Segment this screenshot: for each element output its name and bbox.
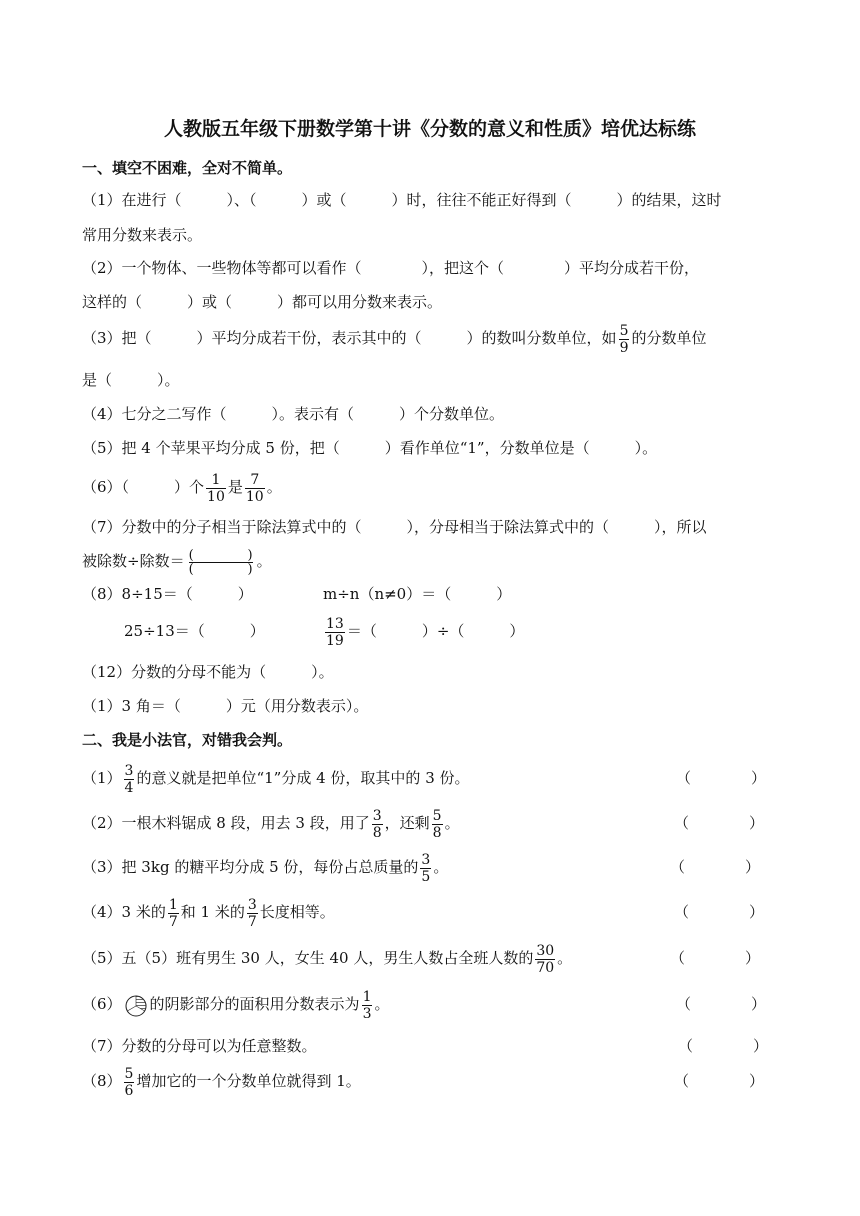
fraction xyxy=(325,616,345,649)
blank-fraction xyxy=(189,549,253,576)
question-7-text: 被除数÷除数＝ xyxy=(82,552,185,570)
judge-item-text: 长度相等。 xyxy=(259,903,335,921)
fraction xyxy=(206,472,226,505)
question-6-after: 。 xyxy=(266,478,282,496)
fraction xyxy=(535,943,555,976)
fraction-denominator: 5 xyxy=(421,868,431,885)
paren-close: ) xyxy=(247,561,253,577)
question-8-item-4-text: ＝（ ）÷（ ） xyxy=(346,622,525,640)
fraction xyxy=(245,472,265,505)
judge-answer-box[interactable]: （ ） xyxy=(676,769,767,787)
question-8-item-1: （8）8÷15＝（ ） xyxy=(82,585,253,603)
question-8-item-2: m÷n（n≠0）＝（ ） xyxy=(323,585,512,603)
question-2-line-1: （2）一个物体、一些物体等都可以看作（ ），把这个（ ）平均分成若干份， xyxy=(82,259,700,277)
fraction-denominator: 4 xyxy=(124,779,134,796)
fraction-numerator: 3 xyxy=(421,851,431,868)
judge-item-text: （6） xyxy=(82,995,122,1013)
fraction xyxy=(124,1066,135,1099)
fraction-numerator: 3 xyxy=(372,807,382,824)
fraction xyxy=(619,323,630,356)
question-3-text-after: 的分数单位 xyxy=(631,329,707,347)
fraction-numerator: 1 xyxy=(211,471,221,488)
shaded-circle-icon xyxy=(125,994,147,1016)
judge-item-8 xyxy=(82,1063,361,1099)
judge-item-text: 的阴影部分的面积用分数表示为 xyxy=(149,995,360,1013)
question-7-line-2 xyxy=(82,547,272,576)
fraction-denominator: 70 xyxy=(536,959,555,976)
section-2-heading: 二、我是小法官，对错我会判。 xyxy=(82,731,293,749)
question-3-line-2: 是（ ）。 xyxy=(82,371,180,389)
judge-answer-box[interactable]: （ ） xyxy=(674,903,765,921)
fraction-denominator: 7 xyxy=(247,913,257,930)
fraction xyxy=(124,763,135,796)
question-6 xyxy=(82,470,282,505)
fraction-numerator: 3 xyxy=(247,896,257,913)
judge-item-2 xyxy=(82,805,460,841)
judge-item-text: 的意义就是把单位“1”分成 4 份，取其中的 3 份。 xyxy=(136,769,470,787)
fraction-numerator: 3 xyxy=(124,762,134,779)
fraction-numerator: 30 xyxy=(536,942,555,959)
question-12: （12）分数的分母不能为（ ）。 xyxy=(82,663,334,681)
judge-item-text: （4）3 米的 xyxy=(82,903,166,921)
judge-item-text: 增加它的一个分数单位就得到 1。 xyxy=(136,1072,361,1090)
fraction-numerator: 5 xyxy=(124,1065,134,1082)
judge-item-5 xyxy=(82,940,572,976)
question-5: （5）把 4 个苹果平均分成 5 份，把（ ）看作单位“1”，分数单位是（ ）。 xyxy=(82,439,658,457)
judge-item-text: （1） xyxy=(82,769,122,787)
paren-open: ( xyxy=(188,547,194,563)
judge-answer-box[interactable]: （ ） xyxy=(674,814,765,832)
fraction-numerator: 5 xyxy=(619,322,629,339)
fraction-numerator: 1 xyxy=(168,896,178,913)
judge-item-3 xyxy=(82,849,448,885)
judge-item-text: ，还剩 xyxy=(384,814,430,832)
fraction xyxy=(432,808,443,841)
paren-open: ( xyxy=(188,561,194,577)
judge-answer-box[interactable]: （ ） xyxy=(676,995,767,1013)
question-6-mid: 是 xyxy=(227,478,243,496)
fraction xyxy=(362,989,373,1022)
fraction-denominator: 10 xyxy=(207,488,225,505)
question-7-after: 。 xyxy=(256,552,272,570)
fraction-denominator: 7 xyxy=(168,913,178,930)
fraction-numerator: 7 xyxy=(250,471,260,488)
judge-answer-box[interactable]: （ ） xyxy=(674,1072,765,1090)
judge-item-7: （7）分数的分母可以为任意整数。 xyxy=(82,1037,317,1055)
judge-item-text: （8） xyxy=(82,1072,122,1090)
judge-item-text: 和 1 米的 xyxy=(180,903,245,921)
judge-answer-box[interactable]: （ ） xyxy=(670,858,761,876)
fraction-denominator: 10 xyxy=(245,488,264,505)
judge-item-1 xyxy=(82,760,470,796)
fraction xyxy=(247,897,258,930)
fraction xyxy=(420,852,431,885)
question-7-line-1: （7）分数中的分子相当于除法算式中的（ ），分母相当于除法算式中的（ ），所以 xyxy=(82,518,707,536)
question-3-line-1 xyxy=(82,321,707,356)
question-4: （4）七分之二写作（ ）。表示有（ ）个分数单位。 xyxy=(82,405,505,423)
fraction-numerator: 1 xyxy=(362,988,372,1005)
judge-answer-box[interactable]: （ ） xyxy=(678,1037,769,1055)
question-1-line-1: （1）在进行（ ）、（ ）或（ ）时，往往不能正好得到（ ）的结果，这时 xyxy=(82,191,722,209)
question-1-extra: （1）3 角＝（ ）元（用分数表示）。 xyxy=(82,697,369,715)
fraction-denominator: 19 xyxy=(326,632,344,649)
judge-answer-box[interactable]: （ ） xyxy=(670,949,761,967)
question-8-item-3: 25÷13＝（ ） xyxy=(124,622,265,640)
judge-item-text: 。 xyxy=(374,995,390,1013)
fraction-numerator: 5 xyxy=(432,807,442,824)
fraction-denominator: 8 xyxy=(432,824,442,841)
question-1-line-2: 常用分数来表示。 xyxy=(82,226,203,244)
judge-item-text: 。 xyxy=(444,814,460,832)
question-3-text: （3）把（ ）平均分成若干份，表示其中的（ ）的数叫分数单位，如 xyxy=(82,329,617,347)
judge-item-text: （3）把 3kg 的糖平均分成 5 份，每份占总质量的 xyxy=(82,858,419,876)
judge-item-text: （5）五（5）班有男生 30 人，女生 40 人，男生人数占全班人数的 xyxy=(82,949,534,967)
question-2-line-2: 这样的（ ）或（ ）都可以用分数来表示。 xyxy=(82,293,443,311)
fraction-denominator: 6 xyxy=(124,1082,134,1099)
judge-item-6 xyxy=(82,986,390,1022)
fraction xyxy=(372,808,383,841)
fraction-denominator: 9 xyxy=(619,339,629,356)
fraction-denominator: 3 xyxy=(362,1005,372,1022)
fraction xyxy=(168,897,179,930)
fraction-denominator: 8 xyxy=(372,824,382,841)
judge-item-4 xyxy=(82,894,335,930)
paren-close: ) xyxy=(247,547,253,563)
judge-item-text: 。 xyxy=(433,858,449,876)
question-6-text: （6）（ ）个 xyxy=(82,478,205,496)
section-1-heading: 一、填空不困难，全对不简单。 xyxy=(82,159,293,177)
fraction-numerator: 13 xyxy=(326,615,344,632)
question-8-item-4 xyxy=(323,613,524,649)
judge-item-text: （2）一根木料锯成 8 段，用去 3 段，用了 xyxy=(82,814,370,832)
page-title: 人教版五年级下册数学第十讲《分数的意义和性质》培优达标练 xyxy=(163,118,696,140)
judge-item-text: 。 xyxy=(557,949,573,967)
